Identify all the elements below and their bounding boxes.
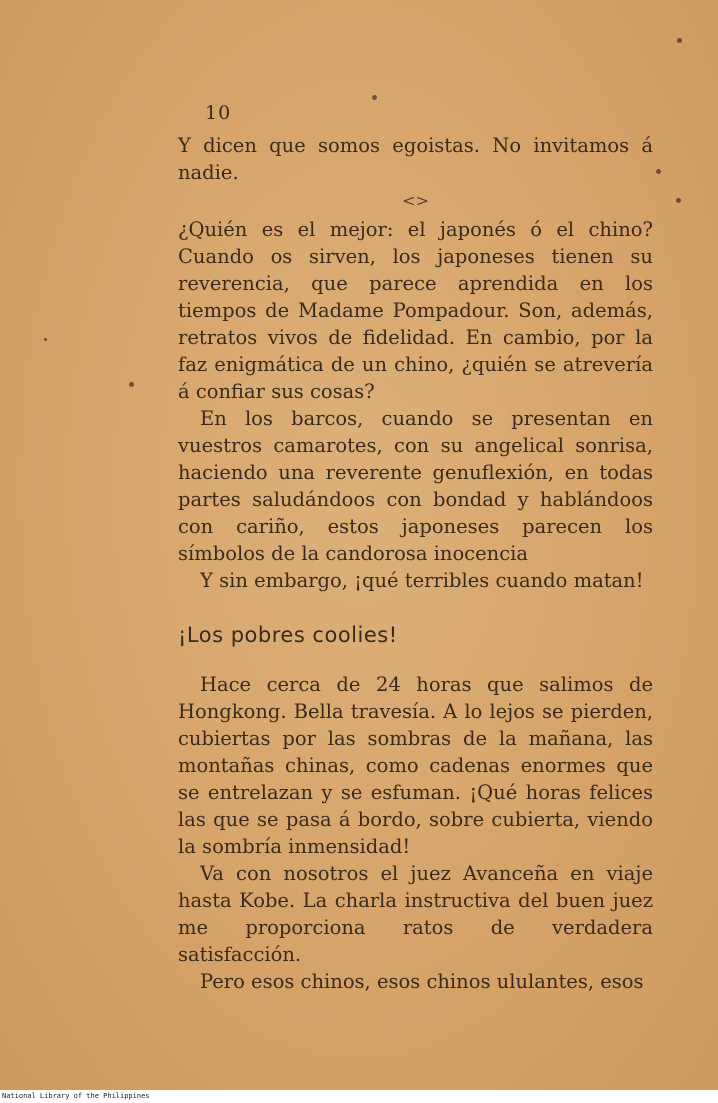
ink-speck — [677, 38, 682, 43]
page-number: 10 — [205, 102, 232, 124]
paragraph: En los barcos, cuando se presentan en vuestros camarotes, con su angelical sonrisa, haciendo una reverente genuflexión, en todas partes saludándoos con bondad y hablándoos con cariño, estos japoneses parecen los símbolos de la candorosa inocencia — [178, 407, 653, 565]
ink-speck — [129, 382, 134, 387]
paragraph: Y sin embargo, ¡qué terribles cuando matan! — [200, 569, 644, 592]
section-ornament: <> — [402, 191, 429, 210]
paragraph: ¿Quién es el mejor: el japonés ó el chino? Cuando os sirven, los japoneses tienen su reverencia, que parece aprendida en los tiempos de Madame Pompadour. Son, además, retratos vivos de fidelidad. En cambio, por la faz enigmática de un chino, ¿quién se atrevería á confiar sus cosas? — [178, 218, 653, 403]
section-heading: ¡Los pobres coolies! — [178, 623, 398, 647]
paragraph: Y dicen que somos egoistas. No invitamos á nadie. — [178, 134, 653, 184]
library-credit: National Library of the Philippines — [0, 1090, 718, 1103]
page-body — [178, 132, 653, 995]
ink-speck — [372, 95, 377, 100]
paragraph: Pero esos chinos, esos chinos ululantes, esos — [200, 970, 644, 993]
ink-speck — [676, 198, 681, 203]
paragraph: Va con nosotros el juez Avanceña en viaje hasta Kobe. La charla instructiva del buen juez me proporciona ratos de verdadera satisfacción. — [178, 862, 653, 966]
paragraph: Hace cerca de 24 horas que salimos de Hongkong. Bella travesía. A lo lejos se pierden, cubiertas por las sombras de la mañana, las montañas chinas, como cadenas enormes que se entrelazan y se esfuman. ¡Qué horas felices las que se pasa á bordo, sobre cubierta, viendo la sombría inmensidad! — [178, 673, 653, 858]
ink-speck — [656, 169, 661, 174]
ink-speck — [44, 338, 47, 341]
